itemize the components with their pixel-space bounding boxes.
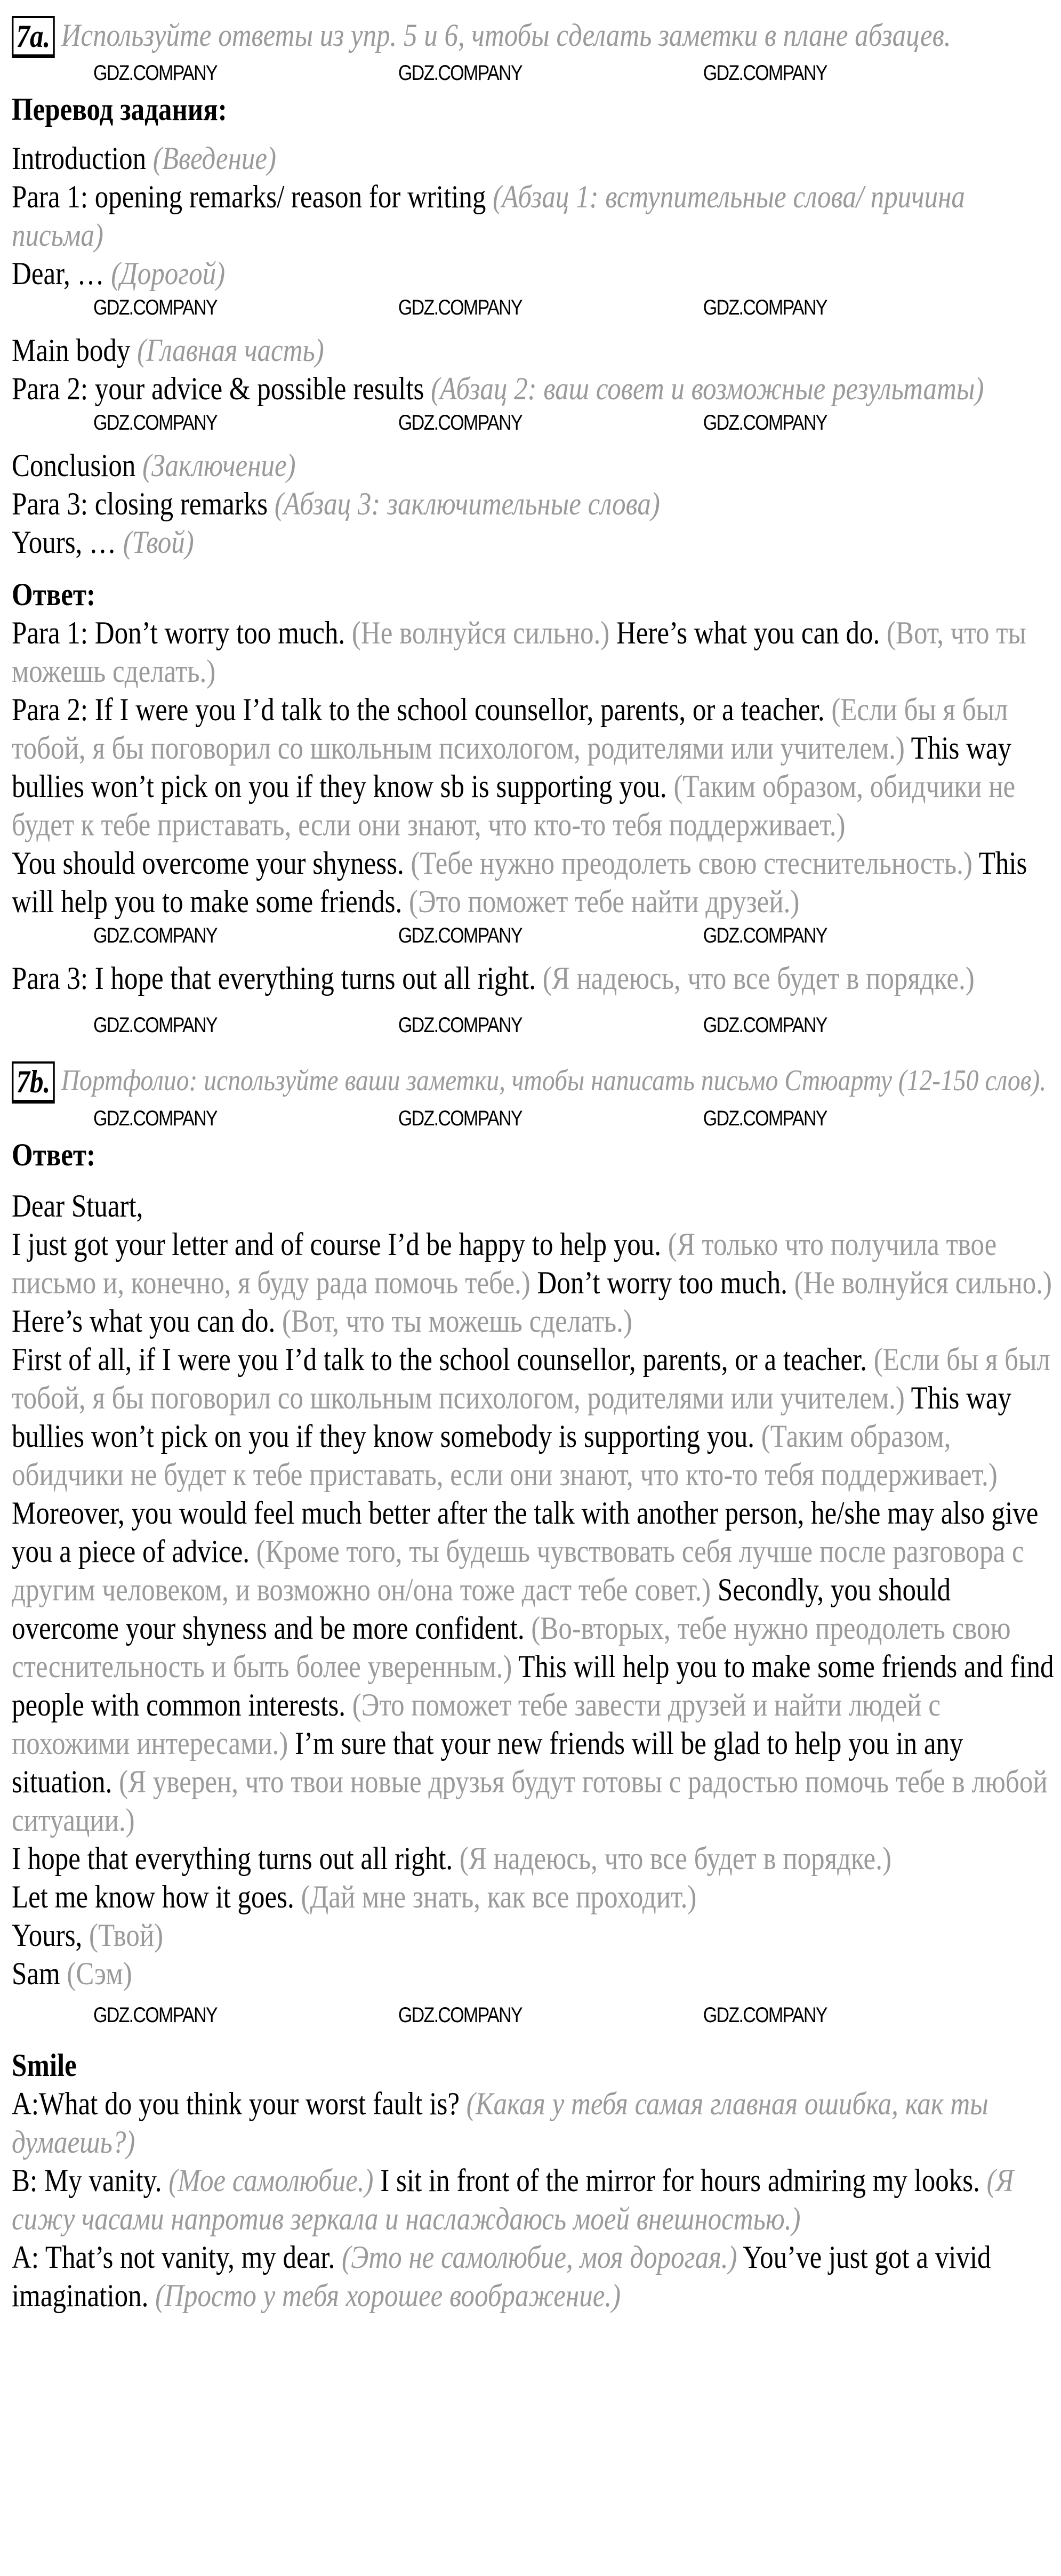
document	[12, 16, 1054, 2315]
russian-translation: (Дорогой)	[111, 256, 226, 291]
answer-heading: Ответ:	[12, 577, 95, 612]
russian-translation: (Это не самолюбие, моя дорогая.)	[341, 2240, 737, 2275]
paragraph	[12, 485, 1054, 523]
russian-translation: (Вот, что ты можешь сделать.)	[282, 1303, 632, 1339]
watermark: GDZ.COMPANY	[398, 1107, 522, 1130]
russian-translation: (Дай мне знать, как все проходит.)	[301, 1879, 697, 1914]
english-text: First of all, if I were you I’d talk to the school counsellor, parents, or a teacher.	[12, 1342, 874, 1377]
russian-translation: (Какая у тебя самая главная ошибка, как ты думаешь?)	[12, 2086, 988, 2160]
watermark-row	[12, 1104, 1054, 1136]
translation-heading: Перевод задания:	[12, 92, 227, 127]
english-text: Don’t worry too much.	[530, 1265, 794, 1300]
letter	[12, 1187, 1054, 1993]
english-text: This will help you to make some friends and find people with common interests.	[12, 1649, 1054, 1722]
exercise-number: 7a.	[12, 16, 55, 58]
watermark-row	[12, 58, 1054, 90]
watermark: GDZ.COMPANY	[93, 61, 217, 85]
english-text: Here’s what you can do.	[12, 1303, 283, 1339]
watermark-row	[12, 1010, 1054, 1049]
english-text: Let me know how it goes.	[12, 1879, 301, 1914]
russian-translation: (Вот, что ты можешь сделать.)	[12, 615, 1026, 689]
russian-translation: (Это поможет тебе завести друзей и найти людей с похожими интересами.)	[12, 1687, 941, 1761]
paragraph	[12, 1340, 1054, 1839]
english-text: Para 2: your advice & possible results	[12, 371, 431, 406]
watermark: GDZ.COMPANY	[398, 2003, 522, 2027]
paragraph	[12, 1878, 1054, 1916]
watermark: GDZ.COMPANY	[703, 2003, 827, 2027]
paragraph	[12, 2238, 1054, 2315]
russian-translation: (Не волнуйся сильно.)	[351, 615, 610, 650]
english-text: Dear, …	[12, 256, 111, 291]
russian-translation: (Если бы я был тобой, я бы поговорил со школьным психологом, родителями или учителем.)	[12, 1342, 1050, 1415]
watermark: GDZ.COMPANY	[703, 1107, 827, 1130]
paragraph	[12, 446, 1054, 485]
english-text: This way bullies won’t pick on you if they know somebody is supporting you.	[12, 1380, 1012, 1454]
english-text: You’ve just got a vivid imagination.	[12, 2240, 991, 2313]
english-text: Para 2: If I were you I’d talk to the school counsellor, parents, or a teacher.	[12, 692, 832, 727]
watermark-row	[12, 2000, 1054, 2039]
russian-translation: (Кроме того, ты будешь чувствовать себя лучше после разговора с другим человеком, и возможно он/она тоже даст тебе совет.)	[12, 1534, 1024, 1607]
english-text: Main body	[12, 333, 138, 368]
russian-translation: (Введение)	[152, 141, 276, 176]
paragraph	[12, 523, 1054, 561]
exercise-7a-header	[12, 16, 1054, 58]
russian-translation: (Я уверен, что твои новые друзья будут готовы с радостью помочь тебе в любой ситуации.)	[12, 1764, 1048, 1838]
paragraph	[12, 2084, 1054, 2161]
outline	[12, 139, 1054, 561]
exercise-instruction: Используйте ответы из упр. 5 и 6, чтобы сделать заметки в плане абзацев.	[61, 18, 951, 53]
russian-translation: (Абзац 1: вступительные слова/ причина письма)	[12, 179, 965, 253]
english-text: Secondly, you should overcome your shyness and be more confident.	[12, 1572, 951, 1646]
english-text: A:What do you think your worst fault is?	[12, 2086, 467, 2121]
english-text: A: That’s not vanity, my dear.	[12, 2240, 342, 2275]
exercise-instruction: Портфолио: используйте ваши заметки, чтобы написать письмо Стюарту (12-150 слов).	[61, 1064, 1047, 1097]
english-text: I hope that everything turns out all right.	[12, 1841, 460, 1876]
watermark: GDZ.COMPANY	[398, 61, 522, 85]
russian-translation: (Таким образом, обидчики не будет к тебе приставать, если они знают, что кто-то тебя поддерживает.)	[12, 1419, 998, 1492]
russian-translation: (Во-вторых, тебе нужно преодолеть свою стеснительность и быть более уверенным.)	[12, 1611, 1011, 1684]
english-text: Para 3: I hope that everything turns out all right.	[12, 961, 543, 996]
russian-translation: (Не волнуйся сильно.)	[794, 1265, 1052, 1300]
watermark: GDZ.COMPANY	[398, 296, 522, 319]
watermark: GDZ.COMPANY	[93, 2003, 217, 2027]
paragraph	[12, 1187, 1054, 1225]
watermark: GDZ.COMPANY	[703, 924, 827, 947]
watermark: GDZ.COMPANY	[703, 411, 827, 434]
english-text: Conclusion	[12, 448, 143, 483]
russian-translation: (Сэм)	[67, 1956, 132, 1991]
english-text: Moreover, you would feel much better after the talk with another person, he/she may also give you a piece of advice.	[12, 1495, 1039, 1569]
english-text: Sam	[12, 1956, 67, 1991]
english-text: Dear Stuart,	[12, 1188, 143, 1223]
english-text: This will help you to make some friends.	[12, 846, 1027, 919]
russian-translation: (Я только что получила твое письмо и, конечно, я буду рада помочь тебе.)	[12, 1227, 997, 1300]
english-text: I sit in front of the mirror for hours admiring my looks.	[373, 2163, 987, 2198]
blank-line	[12, 293, 1054, 331]
blank-line	[12, 921, 1054, 959]
english-text: B: My vanity.	[12, 2163, 169, 2198]
english-text: You should overcome your shyness.	[12, 846, 411, 881]
russian-translation: (Абзац 3: заключительные слова)	[274, 486, 660, 521]
paragraph	[12, 369, 1054, 408]
english-text: Here’s what you can do.	[609, 615, 887, 650]
watermark: GDZ.COMPANY	[93, 411, 217, 434]
russian-translation: (Я надеюсь, что все будет в порядке.)	[542, 961, 975, 996]
russian-translation: (Главная часть)	[137, 333, 324, 368]
watermark: GDZ.COMPANY	[93, 296, 217, 319]
english-text: Para 1: opening remarks/ reason for writing	[12, 179, 493, 214]
exercise-7b-header	[12, 1061, 1054, 1104]
russian-translation: (Мое самолюбие.)	[168, 2163, 374, 2198]
russian-translation: (Если бы я был тобой, я бы поговорил со школьным психологом, родителями или учителем.)	[12, 692, 1008, 766]
paragraph	[12, 1954, 1054, 1993]
paragraph	[12, 959, 1054, 997]
english-text: Para 1: Don’t worry too much.	[12, 615, 352, 650]
english-text: Yours,	[12, 1918, 90, 1953]
english-text: I just got your letter and of course I’d be happy to help you.	[12, 1227, 668, 1262]
watermark: GDZ.COMPANY	[398, 924, 522, 947]
english-text: This way bullies won’t pick on you if they know sb is supporting you.	[12, 730, 1012, 804]
paragraph	[12, 331, 1054, 369]
watermark: GDZ.COMPANY	[703, 1013, 827, 1037]
watermark: GDZ.COMPANY	[93, 1107, 217, 1130]
smile-heading: Smile	[12, 2048, 77, 2083]
russian-translation: (Заключение)	[142, 448, 296, 483]
english-text: Introduction	[12, 141, 153, 176]
answer-heading: Ответ:	[12, 1137, 95, 1172]
russian-translation: (Это поможет тебе найти друзей.)	[409, 884, 800, 919]
russian-translation: (Абзац 2: ваш совет и возможные результаты)	[431, 371, 984, 406]
paragraph	[12, 614, 1054, 690]
paragraph	[12, 1225, 1054, 1340]
paragraph	[12, 690, 1054, 844]
russian-translation: (Таким образом, обидчики не будет к тебе приставать, если они знают, что кто-то тебя поддерживает.)	[12, 769, 1016, 842]
paragraph	[12, 139, 1054, 178]
watermark: GDZ.COMPANY	[398, 411, 522, 434]
watermark: GDZ.COMPANY	[93, 924, 217, 947]
paragraph	[12, 178, 1054, 254]
russian-translation: (Я надеюсь, что все будет в порядке.)	[459, 1841, 891, 1876]
watermark: GDZ.COMPANY	[703, 61, 827, 85]
paragraph	[12, 844, 1054, 921]
english-text: I’m sure that your new friends will be glad to help you in any situation.	[12, 1726, 963, 1799]
english-text: Yours, …	[12, 525, 123, 560]
paragraph	[12, 1916, 1054, 1954]
watermark: GDZ.COMPANY	[703, 296, 827, 319]
paragraph	[12, 254, 1054, 293]
paragraph	[12, 1839, 1054, 1878]
exercise-number: 7b.	[12, 1061, 55, 1104]
blank-line	[12, 408, 1054, 446]
russian-translation: (Тебе нужно преодолеть свою стеснительность.)	[411, 846, 972, 881]
watermark: GDZ.COMPANY	[398, 1013, 522, 1037]
russian-translation: (Твой)	[89, 1918, 164, 1953]
russian-translation: (Просто у тебя хорошее воображение.)	[155, 2278, 621, 2313]
english-text: Para 3: closing remarks	[12, 486, 275, 521]
russian-translation: (Твой)	[123, 525, 194, 560]
answer-7a	[12, 614, 1054, 997]
smile-dialogue	[12, 2084, 1054, 2315]
russian-translation: (Я сижу часами напротив зеркала и наслаждаюсь моей внешностью.)	[12, 2163, 1014, 2236]
watermark: GDZ.COMPANY	[93, 1013, 217, 1037]
paragraph	[12, 2161, 1054, 2238]
